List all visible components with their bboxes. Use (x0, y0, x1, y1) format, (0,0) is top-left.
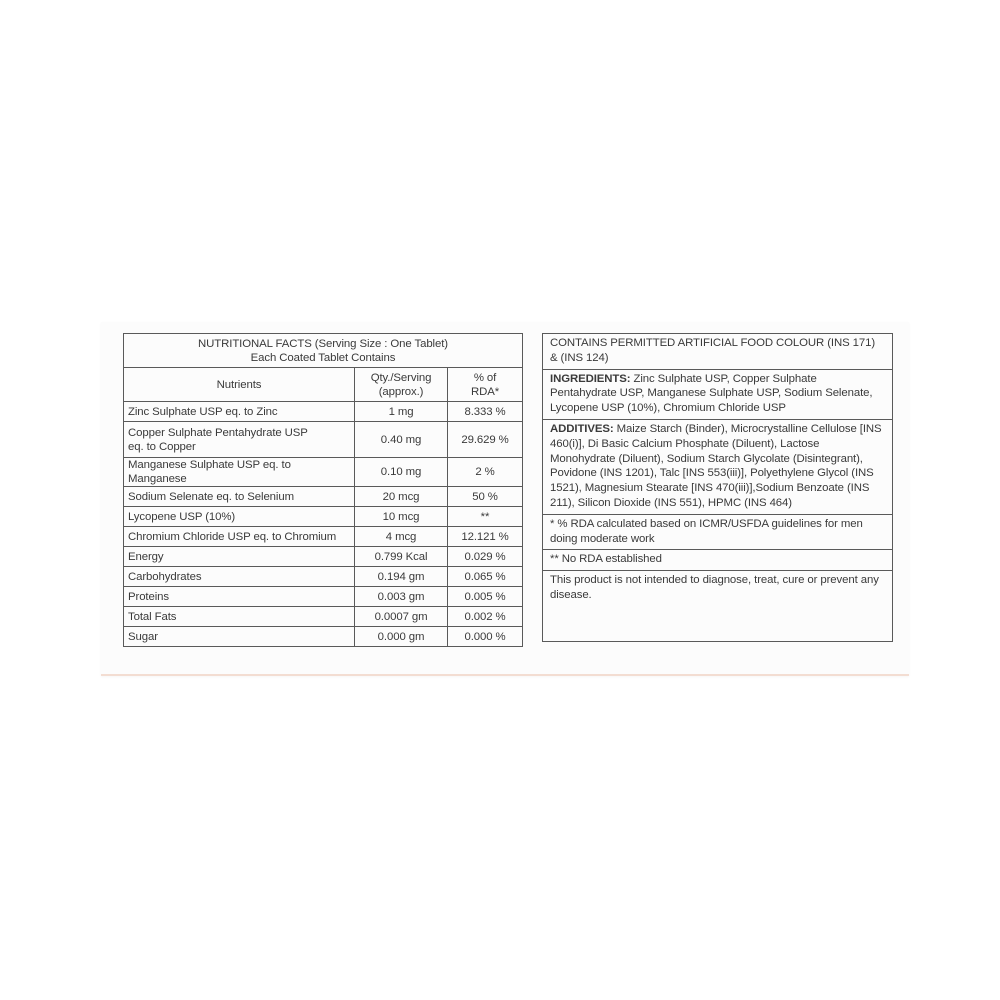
nutrient-rda: 50 % (448, 487, 523, 507)
table-title-row (124, 334, 523, 368)
nutrient-rda: 0.029 % (448, 547, 523, 567)
table-row (124, 627, 523, 647)
additives-section (543, 420, 892, 515)
nutrient-rda: 0.000 % (448, 627, 523, 647)
nutrient-rda: 8.333 % (448, 402, 523, 422)
nutrient-rda: 29.629 % (448, 422, 523, 458)
nutrient-qty: 0.194 gm (355, 567, 448, 587)
table-row (124, 607, 523, 627)
table-row (124, 422, 523, 458)
nutrient-qty: 0.003 gm (355, 587, 448, 607)
nutrient-rda: 0.005 % (448, 587, 523, 607)
additives-label: ADDITIVES: (550, 422, 614, 435)
rda-footnote: * % RDA calculated based on ICMR/USFDA guidelines for men doing moderate work (543, 515, 892, 551)
table-row (124, 587, 523, 607)
table-title (124, 334, 523, 368)
header-qty-line1: Qty./Serving (370, 371, 432, 384)
nutrient-rda: 0.065 % (448, 567, 523, 587)
nutrient-name: Proteins (124, 587, 355, 607)
nutrient-qty: 20 mcg (355, 487, 448, 507)
table-row (124, 507, 523, 527)
food-colour-note: CONTAINS PERMITTED ARTIFICIAL FOOD COLOUR (INS 171) & (INS 124) (543, 334, 892, 370)
table-row (124, 547, 523, 567)
nutrient-name: Manganese Sulphate USP eq. to Manganese (124, 458, 355, 487)
nutrient-rda: 2 % (448, 458, 523, 487)
no-rda-footnote: ** No RDA established (543, 550, 892, 571)
nutrition-facts-table (123, 333, 523, 647)
nutrient-rda: ** (448, 507, 523, 527)
nutrient-qty: 0.10 mg (355, 458, 448, 487)
additives-text: Maize Starch (Binder), Microcrystalline Cellulose [INS 460(i)], Di Basic Calcium Phosphate (Diluent), Lactose Monohydrate (Diluent), Sodium Starch Glycolate (Disintegrant), Povidone (INS 1201), Talc [INS 553(iii)], Polyethylene Glycol (INS 1521), Magnesium Stearate [INS 470(iii)],Sodium Benzoate (INS 211), Silicon Dioxide (INS 551), HPMC (INS 464) (550, 422, 882, 509)
nutrient-qty: 4 mcg (355, 527, 448, 547)
nutrient-qty: 10 mcg (355, 507, 448, 527)
nutrient-qty: 0.000 gm (355, 627, 448, 647)
nutrient-name-line1: Copper Sulphate Pentahydrate USP (128, 426, 308, 439)
table-row (124, 527, 523, 547)
header-qty-line2: (approx.) (378, 385, 424, 398)
ingredients-section (543, 370, 892, 420)
disclaimer: This product is not intended to diagnose, treat, cure or prevent any disease. (550, 574, 879, 601)
nutrient-name: Chromium Chloride USP eq. to Chromium (124, 527, 355, 547)
nutrient-rda: 12.121 % (448, 527, 523, 547)
header-qty (355, 368, 448, 402)
ingredients-label: INGREDIENTS: (550, 372, 631, 385)
header-nutrients: Nutrients (124, 368, 355, 402)
nutrient-name: Energy (124, 547, 355, 567)
table-row (124, 402, 523, 422)
nutrient-qty: 1 mg (355, 402, 448, 422)
table-row (124, 487, 523, 507)
nutrient-name: Sodium Selenate eq. to Selenium (124, 487, 355, 507)
header-rda-line1: % of (473, 371, 497, 384)
ingredients-text: Zinc Sulphate USP, Copper Sulphate Pentahydrate USP, Manganese Sulphate USP, Sodium Selenate, Lycopene USP (10%), Chromium Chloride USP (550, 372, 873, 415)
nutrient-qty: 0.0007 gm (355, 607, 448, 627)
nutrient-name: Sugar (124, 627, 355, 647)
nutrient-name-line2: eq. to Copper (128, 440, 196, 453)
table-row (124, 458, 523, 487)
header-rda-line2: RDA* (470, 385, 500, 398)
nutrient-rda: 0.002 % (448, 607, 523, 627)
table-title-line1: NUTRITIONAL FACTS (Serving Size : One Tablet) (198, 337, 448, 350)
nutrient-name: Zinc Sulphate USP eq. to Zinc (124, 402, 355, 422)
nutrient-name: Lycopene USP (10%) (124, 507, 355, 527)
table-header-row (124, 368, 523, 402)
product-info-box (542, 333, 893, 642)
header-rda (448, 368, 523, 402)
table-title-line2: Each Coated Tablet Contains (250, 351, 396, 364)
nutrient-name (124, 422, 355, 458)
nutrient-name: Total Fats (124, 607, 355, 627)
nutrient-qty: 0.799 Kcal (355, 547, 448, 567)
table-row (124, 567, 523, 587)
nutrient-name: Carbohydrates (124, 567, 355, 587)
nutrient-qty: 0.40 mg (355, 422, 448, 458)
